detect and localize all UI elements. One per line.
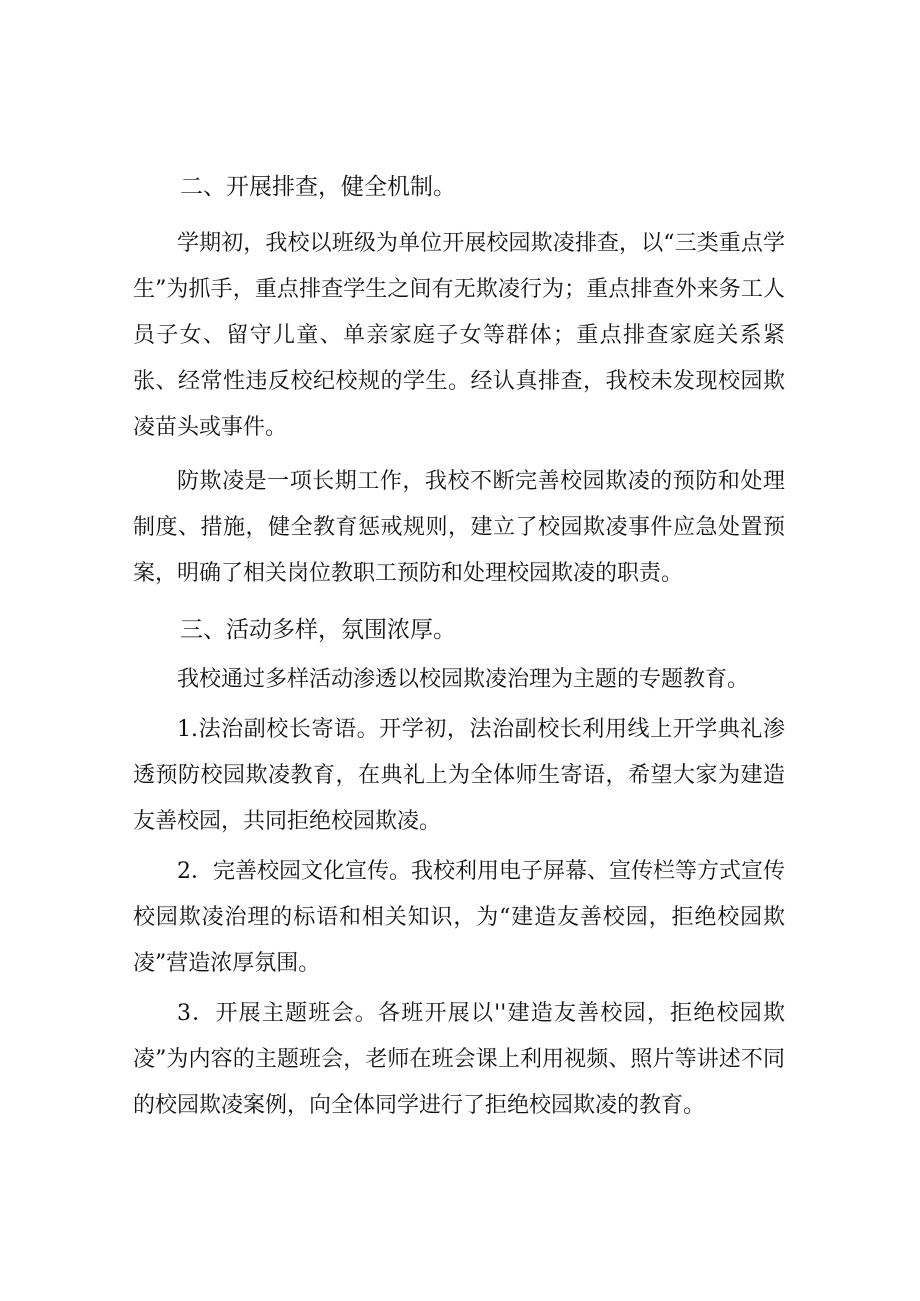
section-heading-3: 三、活动多样，氛围浓厚。 [180, 617, 456, 643]
paragraph-activities-intro: 我校通过多样活动渗透以校园欺凌治理为主题的专题教育。 [177, 667, 750, 692]
paragraph-screening: 学期初，我校以班级为单位开展校园欺凌排查，以“三类重点学生”为抓手，重点排查学生之间有无欺凌行为；重点排查外来务工人员子女、留守儿童、单亲家庭子女等群体；重点排查家庭关系紧张、经常性违反校纪校规的学生。经认真排查，我校未发现校园欺凌苗头或事件。 [133, 231, 785, 440]
paragraph-prevention: 防欺凌是一项长期工作，我校不断完善校园欺凌的预防和处理制度、措施，健全教育惩戒规则，建立了校园欺凌事件应急处置预案，明确了相关岗位教职工预防和处理校园欺凌的职责。 [133, 469, 785, 586]
list-item-3: 3．开展主题班会。各班开展以''建造友善校园，拒绝校园欺凌”为内容的主题班会，老师在班会课上利用视频、照片等讲述不同的校园欺凌案例，向全体同学进行了拒绝校园欺凌的教育。 [133, 1001, 785, 1118]
section-heading-2: 二、开展排查，健全机制。 [180, 174, 456, 200]
list-item-2: 2．完善校园文化宣传。我校利用电子屏幕、宣传栏等方式宣传校园欺凌治理的标语和相关知识，为“建造友善校园，拒绝校园欺凌”营造浓厚氛围。 [133, 859, 785, 976]
list-item-1: 1.法治副校长寄语。开学初，法治副校长利用线上开学典礼渗透预防校园欺凌教育，在典礼上为全体师生寄语，希望大家为建造友善校园，共同拒绝校园欺凌。 [133, 717, 785, 834]
